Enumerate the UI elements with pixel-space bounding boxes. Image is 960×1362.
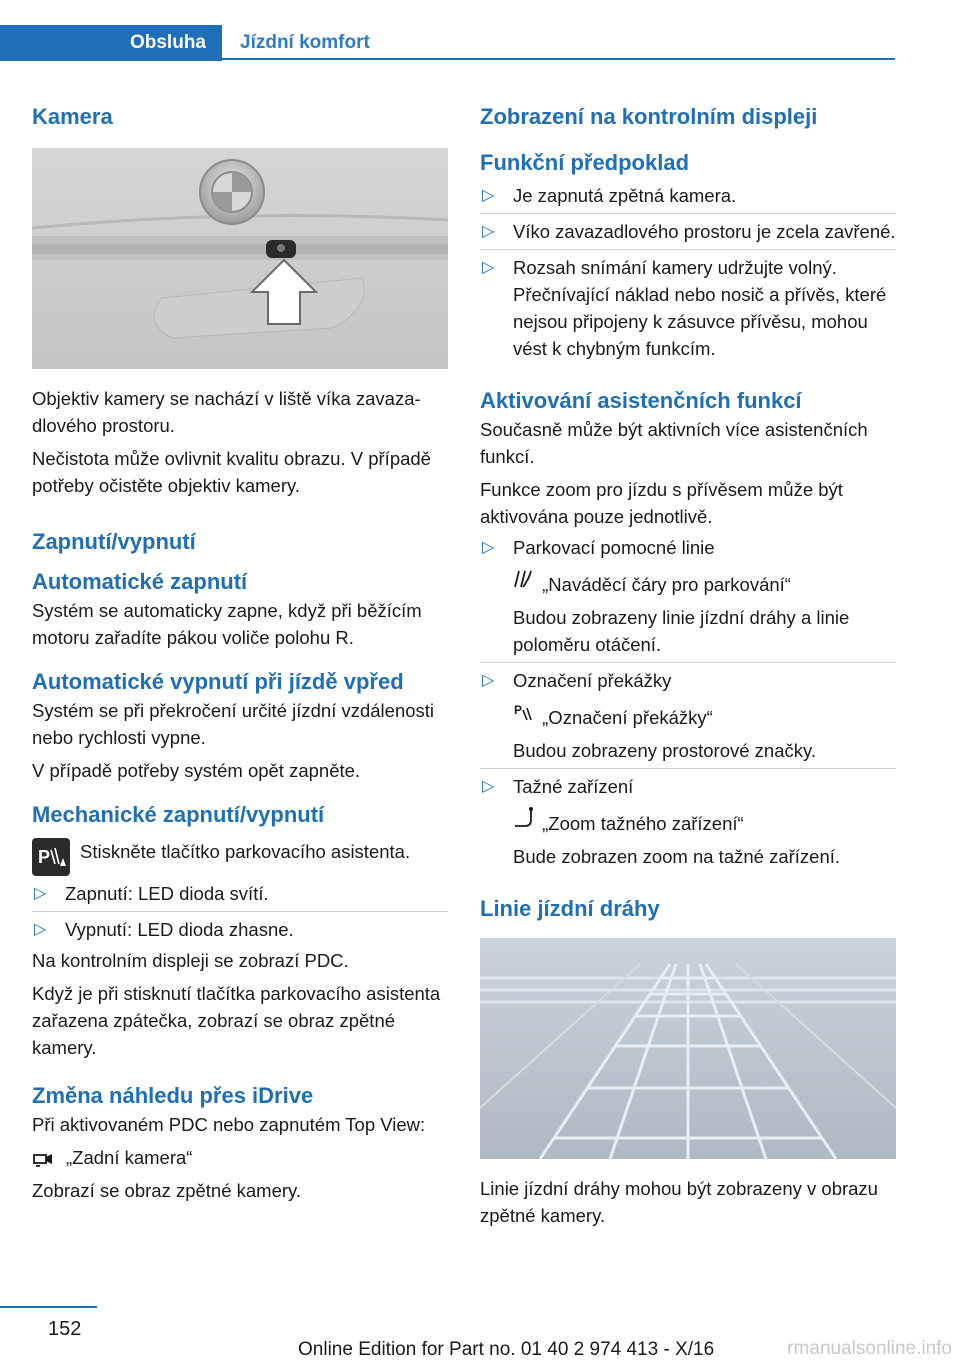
func-heading: Funkční předpoklad <box>480 150 690 175</box>
auto-on-paragraph: Systém se automaticky zapne, když při běžícím motoru zařadíte pákou voliče polohu R. <box>32 600 422 648</box>
obstacle-marking-option[interactable]: P „Označení překážky“ <box>513 700 896 731</box>
change-paragraph-1: Při aktivovaném PDC nebo zapnutém Top View: <box>32 1114 426 1135</box>
edition-text: Online Edition for Part no. 01 40 2 974 413 - X/16 <box>298 1339 715 1360</box>
kamera-paragraph-2: Nečistota může ovlivnit kvalitu obrazu. V případě potřeby očistěte objektiv kamery. <box>32 448 431 496</box>
rear-camera-label: „Zadní kamera“ <box>66 1147 193 1168</box>
camera-photo <box>32 148 448 369</box>
list-item: ▷ Víko zavazadlového prostoru je zcela zavřené. <box>480 214 896 250</box>
assist-paragraph-2: Funkce zoom pro jízdu s přívěsem může být aktivována pouze jednotlivě. <box>480 479 843 527</box>
watermark: rmanualsonline.info <box>787 1338 952 1359</box>
mech-list <box>32 876 448 947</box>
auto-off-paragraph-1: Systém se při překročení určité jízdní vzdálenosti nebo rychlosti vypne. <box>32 700 435 748</box>
tab-jizdni-komfort[interactable]: Jízdní komfort <box>240 32 370 53</box>
list-item: ▷ Vypnutí: LED dioda zhasne. <box>32 912 448 947</box>
svg-text:P: P <box>38 847 51 867</box>
mech-paragraph-3: Když je při stisknutí tlačítka parkovacího asistenta zařazena zpátečka, zobrazí se obraz zpětné kamery. <box>32 983 441 1058</box>
header-rule <box>222 58 895 60</box>
pdc-button-row <box>32 838 448 876</box>
pdc-button-icon <box>32 838 70 876</box>
hitch-zoom-option[interactable]: „Zoom tažného zařízení“ <box>513 806 896 837</box>
bullet-icon: ▷ <box>482 259 495 276</box>
list-item: ▷ Parkovací pomocné linie „Naváděcí čáry pro parkování“ Budou zobrazeny linie jízdní dráhy a linie poloměru otáčení. <box>480 530 896 663</box>
display-heading: Zobrazení na kontrolním displeji <box>480 104 818 129</box>
change-paragraph-2: Zobrazí se obraz zpětné kamery. <box>32 1180 302 1201</box>
list-item: ▷ Zapnutí: LED dioda svítí. <box>32 876 448 912</box>
kamera-heading: Kamera <box>32 104 113 129</box>
bullet-icon: ▷ <box>34 921 47 938</box>
func-list <box>480 178 896 366</box>
svg-text:P: P <box>514 703 523 717</box>
right-column <box>480 100 896 1229</box>
auto-off-paragraph-2: V případě potřeby systém opět zapněte. <box>32 760 361 781</box>
list-item: ▷ Je zapnutá zpětná kamera. <box>480 178 896 214</box>
hitch-zoom-icon <box>513 806 537 830</box>
list-item: ▷ Označení překážky P „Označení překážky“ Budou zobrazeny prostorové značky. <box>480 663 896 769</box>
zapnuti-heading: Zapnutí/vypnutí <box>32 529 196 554</box>
parking-lines-icon <box>513 567 537 591</box>
change-heading: Změna náhledu přes iDrive <box>32 1083 314 1108</box>
kamera-paragraph-1: Objektiv kamery se nachází v liště víka zavazadlového prostoru. <box>32 388 421 436</box>
mech-heading: Mechanické zapnutí/vypnutí <box>32 802 325 827</box>
rear-camera-option[interactable] <box>32 1144 448 1171</box>
tab-obsluha[interactable]: Obsluha <box>0 25 222 61</box>
list-item: ▷ Rozsah snímání kamery udržujte volný. Přečnívající náklad nebo nosič a přívěs, které nejsou připojeny k zásuvce přívěsu, mohou vést k chybným funkcím. <box>480 250 896 366</box>
left-column <box>32 100 448 1204</box>
lines-heading: Linie jízdní dráhy <box>480 896 660 921</box>
obstacle-marking-icon <box>513 700 537 724</box>
driving-lines-image <box>480 938 896 1159</box>
auto-on-heading: Automatické zapnutí <box>32 569 248 594</box>
bullet-icon: ▷ <box>482 539 495 556</box>
mech-paragraph-2: Na kontrolním displeji se zobrazí PDC. <box>32 950 349 971</box>
assist-paragraph-1: Současně může být aktivních více asistenčních funkcí. <box>480 419 868 467</box>
bullet-icon: ▷ <box>482 187 495 204</box>
bullet-icon: ▷ <box>482 672 495 689</box>
assist-heading: Aktivování asistenčních funkcí <box>480 388 802 413</box>
rear-camera-icon <box>32 1146 56 1170</box>
mech-paragraph: Stiskněte tlačítko parkovacího asistenta. <box>80 841 411 862</box>
page-number: 152 <box>48 1318 82 1340</box>
footer-rule <box>0 1306 97 1308</box>
bullet-icon: ▷ <box>482 223 495 240</box>
bullet-icon: ▷ <box>34 885 47 902</box>
bullet-icon: ▷ <box>482 778 495 795</box>
assist-list <box>480 530 896 874</box>
header-tabs <box>0 25 895 61</box>
parking-lines-option[interactable]: „Naváděcí čáry pro parkování“ <box>513 567 896 598</box>
lines-paragraph: Linie jízdní dráhy mohou být zobrazeny v obrazu zpětné kamery. <box>480 1178 878 1226</box>
auto-off-heading: Automatické vypnutí při jízdě vpřed <box>32 669 404 694</box>
list-item: ▷ Tažné zařízení „Zoom tažného zařízení“ Bude zobrazen zoom na tažné zařízení. <box>480 769 896 874</box>
